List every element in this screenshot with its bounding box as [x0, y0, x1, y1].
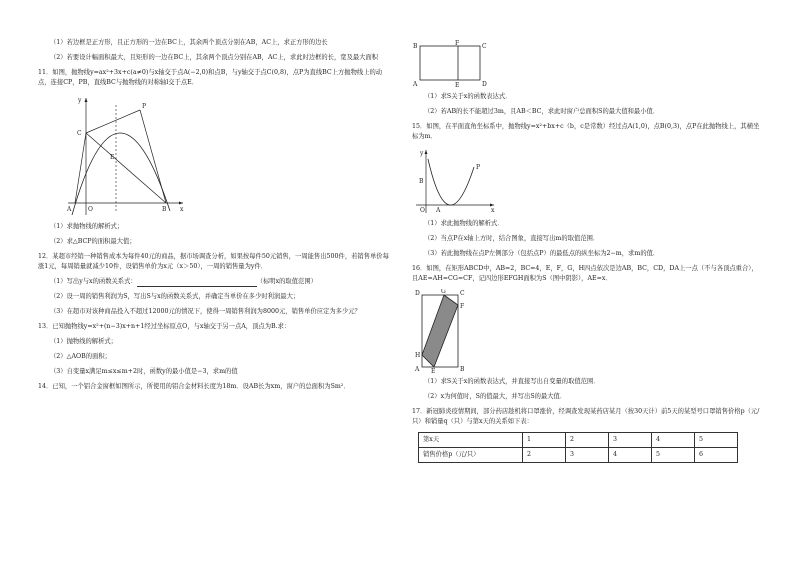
label-d: D	[415, 290, 420, 297]
table-cell: 2	[566, 433, 609, 448]
q13-part1: （1）抛物线的解析式；	[50, 338, 117, 345]
q12-part3: （3）在超市对该种商品投入不超过12000元的情况下，使得一周销售利润为8000元，销售单价应定为多少元？	[50, 308, 361, 315]
label-g: G	[441, 289, 446, 295]
q16-stem: 16．如图，在矩形ABCD中，AB=2，BC=4，E，F，G，H四点依次是边AB，BC，CD，DA上一点（不与各顶点重合），且AE=AH=CG=CF，记四边形EFGH面积为S（图中阴影），AE=x．	[412, 265, 758, 282]
q12-stem: 12．某超市经销一种销售成本为每件40元的商品，据市场调查分析，如果按每件50元销售，一周能售出500件，若销售单价每涨1元，每周销量就减少10件，设销售单价为x元（x＞50），一周的销售量为y件．	[38, 253, 389, 270]
label-c: C	[77, 130, 82, 137]
q10-part1: （1）若边框是正方形，且正方形的一边在BC上，其余两个顶点分别在AB，AC上，求正方形的边长	[50, 39, 328, 46]
parabola-diagram	[58, 93, 188, 218]
table-row	[419, 433, 738, 448]
q15-figure	[412, 147, 497, 215]
label-d: D	[482, 81, 487, 88]
q14-figure	[412, 40, 492, 88]
q11-stem: 11．如图，抛物线y=ax²+3x+c(a≠0)与x轴交于点A(−2,0)和点B，与y轴交于点C(0,8)，点P为直线BC上方抛物线上的动点，连接CP，PB，直线BC与抛物线的对称轴l交于点E．	[38, 69, 383, 86]
q13-part2: （2）△AOB的面积；	[50, 353, 111, 360]
label-b: B	[413, 43, 418, 50]
q12-part1-text: （1）写出y与x的函数关系式：	[50, 278, 137, 285]
label-h: H	[415, 352, 421, 359]
label-c: C	[460, 290, 465, 297]
table-cell: 5	[652, 448, 695, 463]
answer-blank[interactable]	[137, 279, 257, 287]
table-cell: 4	[652, 433, 695, 448]
label-x: x	[491, 207, 495, 214]
table-cell: 销售价格p（元/只）	[419, 448, 523, 463]
q12-part2: （2）设一周的销售利润为S，写出S与x的函数关系式，并确定当单价在多少时利润最大；	[50, 293, 300, 300]
label-f: F	[460, 303, 465, 310]
q16-figure	[412, 289, 472, 373]
q16-part1: （1）求S关于x的函数表达式，并直接写出自变量的取值范围．	[424, 378, 600, 385]
q14-stem: 14．已知，一个铝合金窗框如图所示，所使用的铝合金材料长度为18m．设AB长为xm，窗户的总面积为Sm²．	[38, 383, 350, 390]
window-frame-diagram	[412, 40, 492, 88]
parabola-graph	[412, 147, 497, 215]
label-c: C	[482, 43, 487, 50]
q11-part1: （1）求抛物线的解析式；	[50, 223, 124, 230]
label-y: y	[420, 150, 424, 157]
table-cell: 1	[523, 433, 566, 448]
q15-stem: 15．如图，在平面直角坐标系中，抛物线y=x²+bx+c（b，c是常数）经过点A(1,0)，点B(0,3)，点P在此抛物线上，其横坐标为m．	[412, 123, 760, 140]
left-column	[38, 38, 393, 397]
label-e: E	[110, 154, 115, 161]
q16-part2: （2）x为何值时，S的值最大，并写出S的最大值．	[424, 393, 567, 400]
label-o: O	[88, 206, 93, 213]
table-cell: 5	[695, 433, 738, 448]
label-b: B	[419, 178, 424, 185]
q11-part2: （2）求△BCP的面积最大值；	[50, 238, 136, 245]
q12-part1	[38, 277, 393, 287]
label-e: E	[431, 368, 436, 373]
label-a: A	[415, 366, 420, 373]
right-column	[412, 38, 762, 463]
table-cell: 4	[609, 448, 652, 463]
q15-part1: （1）求此抛物线的解析式．	[424, 220, 504, 227]
q11-figure	[58, 93, 188, 218]
label-p: P	[476, 164, 481, 171]
label-e: E	[455, 82, 460, 88]
q14-part2: （2）若AB的长不能超过3m，且AB＜BC，求此时窗户总面积S的最大值和最小值．	[424, 108, 660, 115]
table-cell: 3	[566, 448, 609, 463]
q13-stem: 13．已知抛物线y=x²+(n−3)x+n+1经过坐标原点O，与x轴交于另一点A，顶点为B.求：	[38, 323, 291, 330]
label-o: O	[420, 207, 425, 214]
label-a: A	[67, 206, 72, 213]
label-b: B	[162, 206, 167, 213]
sales-table	[418, 432, 738, 463]
label-a: A	[436, 207, 441, 214]
rectangle-shaded-diagram	[412, 289, 472, 373]
table-cell: 6	[695, 448, 738, 463]
q15-part3: （3）若此抛物线在点P左侧部分（包括点P）的最低点的纵坐标为2−m，求m的值．	[424, 250, 660, 257]
q17-stem: 17．新冠肺炎疫情期间，部分药店趁机将口罩涨价，经调查发现某药店某月（按30天计）前5天的某型号口罩销售价格p（元/只）和销量q（只）与第x天的关系如下表：	[412, 408, 760, 425]
q10-part2: （2）若要设计幅面积最大，且矩形的一边在BC上，其余两个顶点分别在AB，AC上，求此时边框的长，宽及最大面积	[50, 54, 379, 61]
label-a: A	[413, 81, 418, 88]
table-cell: 第x天	[419, 433, 523, 448]
label-f: F	[455, 40, 460, 47]
q14-part1: （1）求S关于x的函数表达式．	[424, 93, 512, 100]
q15-part2: （2）当点P在x轴上方时，结合图象，直接写出m的取值范围．	[424, 235, 600, 242]
table-cell: 3	[609, 433, 652, 448]
label-p: P	[142, 103, 147, 110]
table-cell: 2	[523, 448, 566, 463]
label-y: y	[78, 97, 82, 104]
q13-part3: （3）自变量x满足m≤x≤m+2时，函数y的最小值是−3，求m的值	[50, 368, 238, 375]
q12-part1-note: （标明x的取值范围）	[256, 278, 317, 285]
table-row	[419, 448, 738, 463]
label-b: B	[460, 366, 465, 373]
label-x: x	[180, 206, 184, 213]
